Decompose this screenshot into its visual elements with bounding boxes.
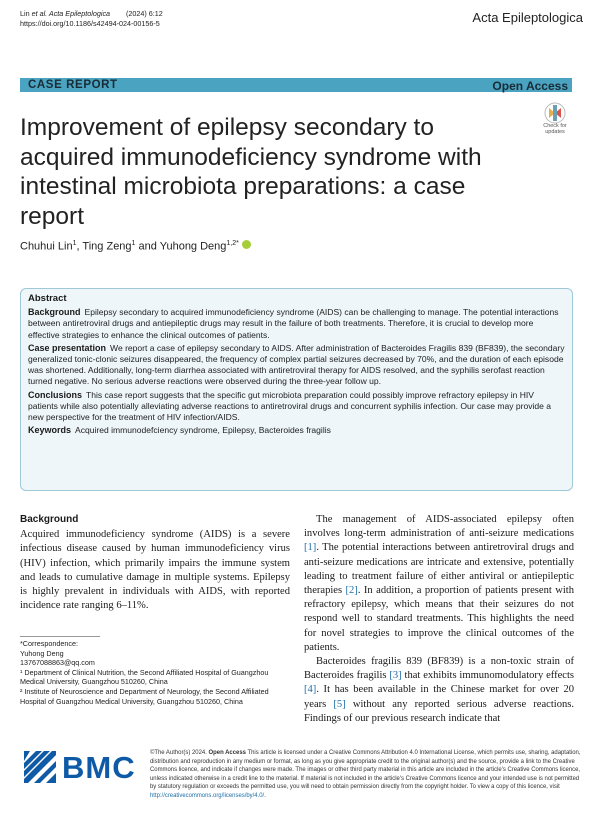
license-link[interactable]: http://creativecommons.org/licenses/by/4.0/ [150, 792, 265, 799]
abstract-box [20, 288, 573, 491]
text-run: . It has been available in the Chinese market for over 20 years [304, 684, 574, 710]
citation-link[interactable]: [4] [304, 684, 317, 696]
article-title: Improvement of epilepsy secondary to acquired immunodeficiency syndrome with intestinal microbiota preparations: a case report [20, 114, 482, 230]
affiliation-2: ² Institute of Neuroscience and Department of Neurology, the Second Affiliated Hospital of Guangzhou Medical University, Guangzhou 510260, China [20, 686, 269, 706]
crossmark-label-2: updates [545, 129, 565, 135]
abstract-heading: Abstract [28, 293, 67, 304]
text-run: The management of AIDS-associated epilepsy often involves long-term administration of anti-seizure medications [304, 514, 574, 540]
license-text [150, 749, 582, 801]
license-end: . [264, 792, 266, 799]
author-affiliation-sup: 1,2* [226, 240, 239, 247]
journal-name: Acta Epileptologica [472, 10, 583, 25]
text-run: that exhibits immunomodulatory effects [401, 670, 574, 682]
citation-link[interactable]: [5] [333, 698, 346, 710]
section-text: This case report suggests that the specific gut microbiota preparation could possibly improve refractory epilepsy in HIV patients while also potentially alleviating adverse reactions to antiretroviral drugs and concurrent syphilis infection. Our case may provide a new perspective for the treatment of HIV infection/AIDS. [28, 389, 552, 423]
running-header [20, 9, 163, 28]
body-column-left [20, 513, 290, 613]
crossmark-icon [538, 102, 572, 124]
text-run: . The potential interactions between antiretroviral drugs and anti-seizure medications are intricate and extensive, potentially leading to treatment failure of either antiviral or antiepileptic therapies [304, 542, 574, 597]
abstract-keywords [28, 425, 565, 436]
body-column-right [304, 513, 574, 726]
correspondence-label: *Correspondence: [20, 639, 78, 648]
abstract-background [28, 307, 565, 341]
license-open-access: Open Access [208, 750, 246, 756]
correspondence-name: Yuhong Deng [20, 648, 64, 658]
bmc-logo [20, 747, 145, 787]
affiliation-1: ¹ Department of Clinical Nutrition, the Second Affiliated Hospital of Guangzhou Medical University, Guangzhou 510260, China [20, 667, 269, 687]
footnote-divider [20, 636, 100, 637]
article-type: CASE REPORT [28, 79, 118, 91]
section-label: Case presentation [28, 342, 107, 353]
author-name[interactable]: Ting Zeng [82, 240, 132, 253]
citation-year-volume: (2024) 6:12 [126, 9, 163, 18]
author-name[interactable]: Yuhong Deng [159, 240, 227, 253]
citation-link[interactable]: [2] [345, 585, 358, 597]
section-label: Background [28, 307, 81, 318]
citation-journal: et al. Acta Epileptologica [31, 9, 111, 18]
author-separator: , [76, 240, 83, 253]
license-body: This article is licensed under a Creative Commons Attribution 4.0 International License, which permits use, sharing, adaptation, distribution and reproduction in any medium or format, as long as you give appropriate credit to the original author(s) and the source, provide a link to the Creative Commons licence, and indicate if changes were made. The images or other third party material in this article are included in the article's Creative Commons licence, unless indicated otherwise in a credit line to the material. If material is not included in the article's Creative Commons licence and your intended use is not permitted by statutory regulation or exceeds the permitted use, you will need to obtain permission directly from the copyright holder. To view a copy of this licence, visit [150, 750, 581, 791]
section-label: Keywords [28, 425, 72, 436]
correspondence-block [20, 639, 290, 706]
body-paragraph [304, 655, 574, 726]
text-run: . In addition, a proportion of patients present with refractory epilepsy, which means that their seizures do not respond well to standard treatments. This highlights the need for novel strategies to improve the clinical outcomes of the patients. [304, 585, 574, 653]
abstract-case-presentation [28, 343, 565, 388]
text-run: without any reported serious adverse reactions. Findings of our previous research indicate that [304, 698, 574, 724]
body-paragraph: Acquired immunodeficiency syndrome (AIDS) is a severe infectious disease caused by human immunodeficiency virus (HIV) infection, which primarily impairs the immune system and leads to cumulative damage in multiple systems. Epilepsy is highly prevalent in individuals with AIDS, with reported incidence rate ranging 6–11%. [20, 529, 290, 612]
open-access-label: Open Access [492, 79, 568, 93]
copyright-notice: ©The Author(s) 2024. [150, 750, 207, 756]
author-affiliation-sup: 1 [131, 240, 136, 247]
section-text: We report a case of epilepsy secondary to AIDS. After administration of Bacteroides Fragilis 839 (BF839), the secondary generalized tonic-clonic seizures disappeared, the frequency of complex partial seizures decreased by 70%, and the duration of each episode was shortened. Additionally, long-term diarrhea associated with antiretroviral therapy for AIDS resolved, and the syphilis serofast reaction turned negative. No serious adverse reactions were observed during the three-year follow up. [28, 342, 565, 387]
abstract-conclusions [28, 390, 565, 424]
citation-authors: Lin [20, 9, 32, 18]
section-text: Epilepsy secondary to acquired immunodeficiency syndrome (AIDS) can be challenging to manage. The potential interactions between antiretroviral drugs and antiepileptic drugs may result in the failure of both treatments. Therefore, it is crucial to develop more effective strategies to enhance the clinical outcomes of patients. [28, 307, 559, 340]
author-list [20, 240, 251, 253]
section-label: Conclusions [28, 389, 83, 400]
doi-link[interactable]: https://doi.org/10.1186/s42494-024-00156-5 [20, 18, 160, 28]
section-heading-background: Background [20, 514, 79, 525]
correspondence-email[interactable]: 13767088863@qq.com [20, 658, 95, 668]
citation-link[interactable]: [1] [304, 542, 317, 554]
author-separator: and [135, 240, 160, 253]
author-affiliation-sup: 1 [72, 240, 77, 247]
citation-link[interactable]: [3] [389, 670, 402, 682]
bmc-logo-text: BMC [62, 750, 136, 785]
orcid-icon[interactable] [242, 240, 251, 249]
article-type-banner [20, 78, 572, 92]
body-paragraph [304, 513, 574, 655]
crossmark-label-1: Check for [543, 123, 567, 129]
text-run: Bacteroides fragilis 839 (BF839) is a non-toxic strain of Bacteroides fragilis [304, 656, 574, 682]
author-name[interactable]: Chuhui Lin [20, 240, 73, 253]
check-for-updates-button[interactable] [538, 102, 572, 136]
section-text: Acquired immunodefciency syndrome, Epilepsy, Bacteroides fragilis [75, 425, 331, 436]
